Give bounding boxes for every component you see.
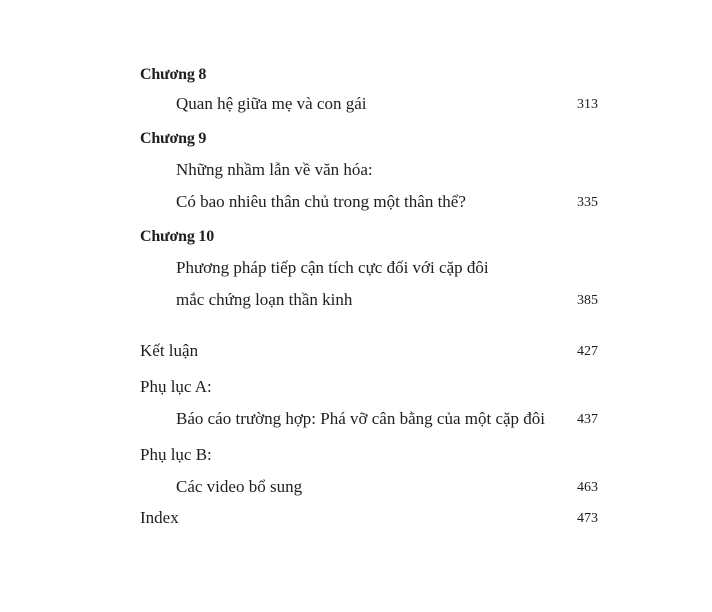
chapter-8-title: Quan hệ giữa mẹ và con gái <box>176 94 367 113</box>
index-page-number: 473 <box>577 511 598 526</box>
index-label: Index <box>140 508 179 527</box>
toc-chapter-9-heading-row <box>0 130 712 156</box>
appendix-a-page-number: 437 <box>577 412 598 427</box>
toc-chapter-9-title-line1-row <box>0 160 712 186</box>
appendix-b-page-number: 463 <box>577 480 598 495</box>
chapter-10-title-line1: Phương pháp tiếp cận tích cực đối với cặp đôi <box>176 258 489 277</box>
toc-chapter-8-heading-row <box>0 66 712 92</box>
toc-appendix-a-title-row <box>0 409 712 435</box>
chapter-10-title-line2: mắc chứng loạn thần kinh <box>176 290 353 309</box>
chapter-8-page-number: 313 <box>577 97 598 112</box>
conclusion-page-number: 427 <box>577 344 598 359</box>
toc-appendix-b-title-row <box>0 477 712 503</box>
chapter-9-title-line1: Những nhầm lẫn về văn hóa: <box>176 160 373 179</box>
toc-chapter-10-title-line2-row <box>0 290 712 316</box>
chapter-9-title-line2: Có bao nhiêu thân chủ trong một thân thể? <box>176 192 466 211</box>
toc-chapter-9-title-line2-row <box>0 192 712 218</box>
appendix-b-label: Phụ lục B: <box>140 445 212 464</box>
toc-appendix-a-heading-row <box>0 377 712 403</box>
appendix-a-title: Báo cáo trường hợp: Phá vỡ cân bằng của một cặp đôi <box>176 409 546 428</box>
toc-chapter-10-heading-row <box>0 228 712 254</box>
appendix-b-title: Các video bổ sung <box>176 477 303 496</box>
toc-chapter-8-title-row <box>0 94 712 120</box>
chapter-8-heading: Chương 8 <box>140 66 207 83</box>
appendix-a-label: Phụ lục A: <box>140 377 212 396</box>
toc-appendix-b-heading-row <box>0 445 712 471</box>
toc-conclusion-row <box>0 341 712 367</box>
chapter-10-page-number: 385 <box>577 293 598 308</box>
chapter-10-heading: Chương 10 <box>140 228 215 245</box>
toc-chapter-10-title-line1-row <box>0 258 712 284</box>
toc-index-row <box>0 508 712 534</box>
conclusion-label: Kết luận <box>140 341 199 360</box>
chapter-9-page-number: 335 <box>577 195 598 210</box>
chapter-9-heading: Chương 9 <box>140 130 207 147</box>
